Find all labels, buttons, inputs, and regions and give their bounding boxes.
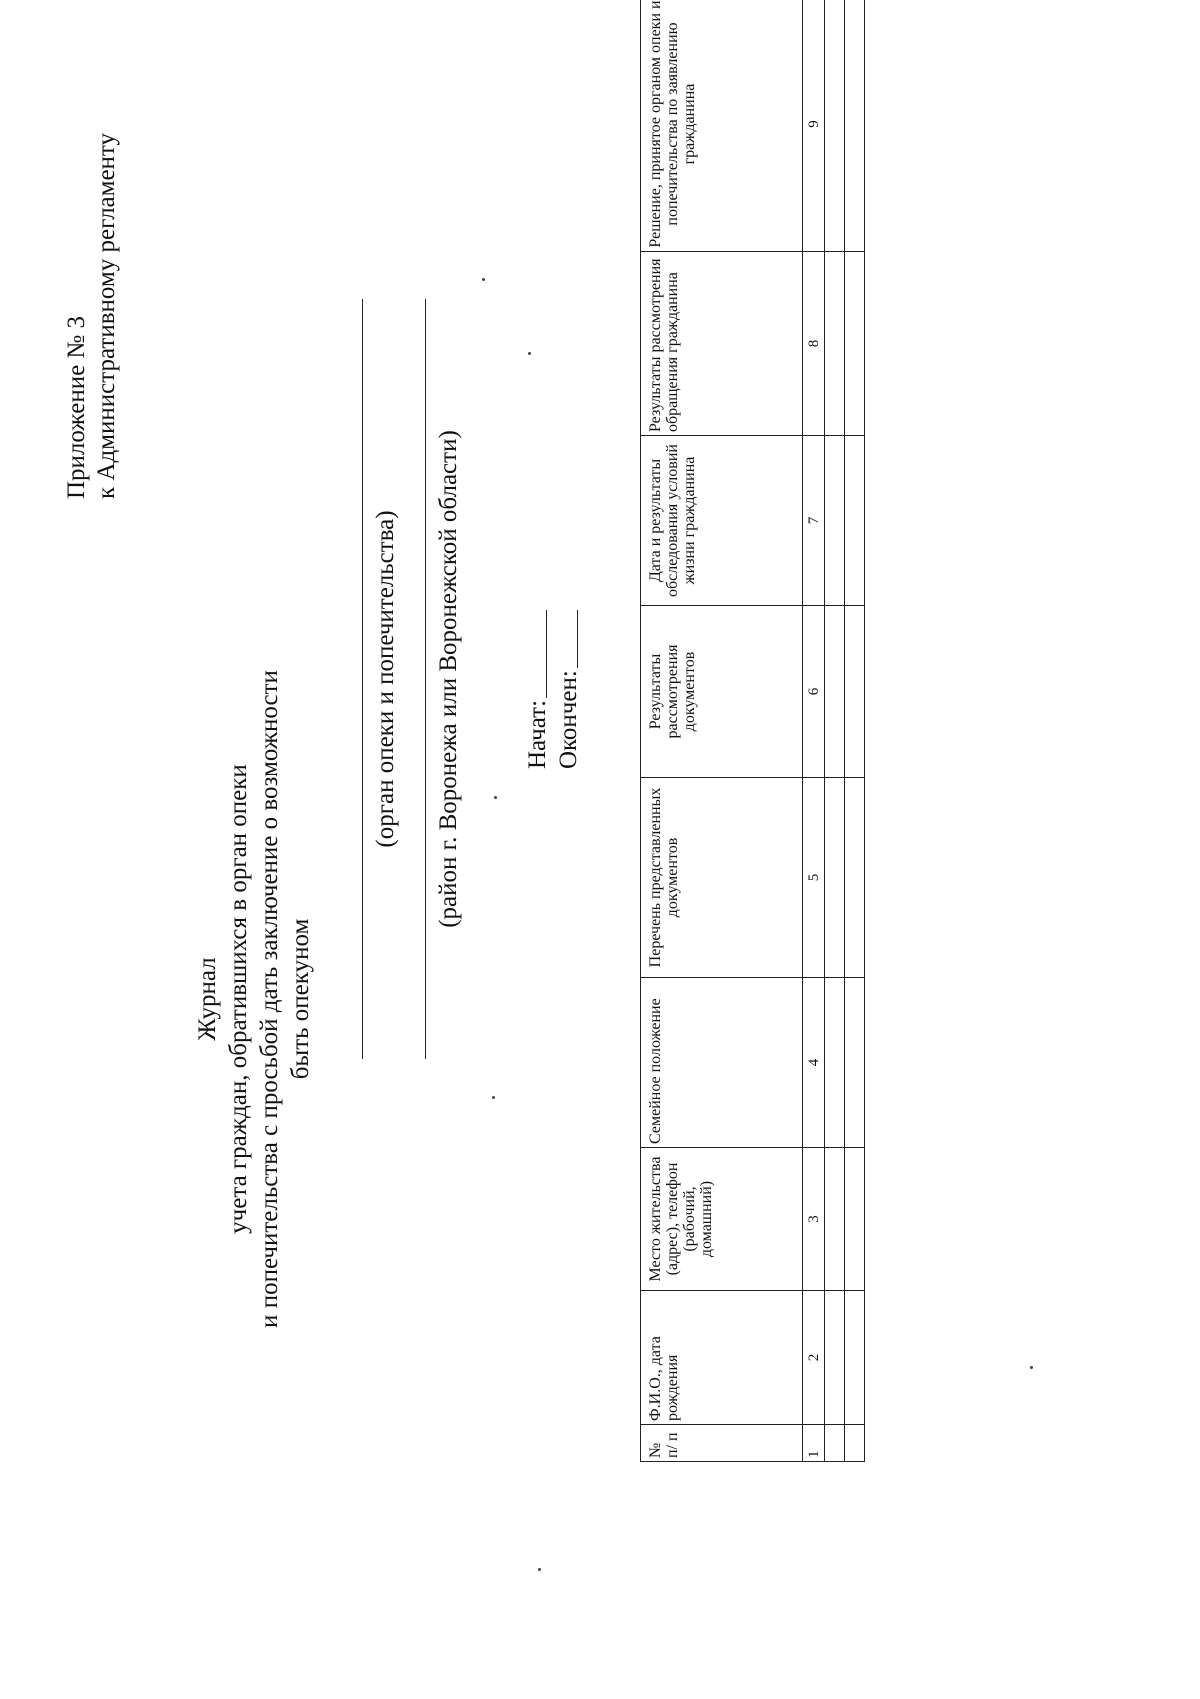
column-number: 4 bbox=[803, 978, 825, 1148]
table-cell bbox=[845, 436, 865, 606]
column-number: 9 bbox=[803, 0, 825, 252]
header-cell: Ф.И.О., дата рождения bbox=[641, 1291, 803, 1425]
authority-caption: (орган опеки и попечительства) bbox=[372, 510, 399, 848]
table-cell bbox=[825, 1291, 845, 1425]
title-line: Журнал bbox=[194, 957, 221, 1041]
finished-label: Окончен: bbox=[555, 670, 582, 769]
table-cell bbox=[845, 1291, 865, 1425]
table-cell bbox=[825, 1425, 845, 1462]
table-cell bbox=[845, 1148, 865, 1291]
header-cell: Результаты рассмотрения обращения гражданина bbox=[641, 252, 803, 436]
table-cell bbox=[825, 778, 845, 978]
district-caption: (район г. Воронежа или Воронежской области) bbox=[435, 430, 462, 928]
scan-speck bbox=[482, 278, 485, 281]
table-row bbox=[845, 0, 865, 1462]
started-fill-line bbox=[546, 610, 547, 698]
finished-row bbox=[553, 569, 584, 769]
table-row bbox=[825, 0, 845, 1462]
header-cell: Дата и результаты обследования условий жизни гражданина bbox=[641, 436, 803, 606]
title-line: и попечительства с просьбой дать заключение о возможности bbox=[256, 670, 283, 1328]
appendix-reference: к Административному регламенту bbox=[93, 132, 120, 499]
header-cell: № п/ п bbox=[641, 1425, 803, 1462]
scan-speck bbox=[1030, 1366, 1033, 1369]
table-cell bbox=[825, 1148, 845, 1291]
scan-speck bbox=[494, 796, 497, 799]
scan-speck bbox=[492, 1096, 495, 1099]
column-number: 1 bbox=[803, 1425, 825, 1462]
table-cell bbox=[845, 252, 865, 436]
appendix-number: Приложение № 3 bbox=[63, 315, 90, 499]
scan-speck bbox=[528, 352, 531, 355]
district-fill-line bbox=[425, 299, 426, 1059]
column-number-row bbox=[803, 0, 825, 1462]
column-number: 5 bbox=[803, 778, 825, 978]
table-cell bbox=[845, 778, 865, 978]
table-cell bbox=[845, 1425, 865, 1462]
authority-fill-line bbox=[362, 299, 363, 1059]
table-cell bbox=[845, 606, 865, 778]
journal-table bbox=[640, 0, 865, 1462]
table-cell bbox=[845, 978, 865, 1148]
header-cell: Результаты рассмотрения документов bbox=[641, 606, 803, 778]
title-line: быть опекуном bbox=[287, 918, 314, 1080]
journal-title bbox=[192, 499, 316, 1499]
table-cell bbox=[825, 252, 845, 436]
table-cell bbox=[825, 978, 845, 1148]
column-number: 3 bbox=[803, 1148, 825, 1291]
started-label: Начат: bbox=[524, 699, 551, 769]
table-cell bbox=[825, 606, 845, 778]
journal-dates bbox=[522, 569, 584, 769]
scan-speck bbox=[538, 1568, 541, 1571]
header-cell: Место жительства (адрес), телефон (рабочий, домашний) bbox=[641, 1148, 803, 1291]
column-number: 2 bbox=[803, 1291, 825, 1425]
started-row bbox=[522, 569, 553, 769]
column-number: 8 bbox=[803, 252, 825, 436]
header-cell: Решение, принятое органом опеки и попечительства по заявлению гражданина bbox=[641, 0, 803, 252]
column-number: 7 bbox=[803, 436, 825, 606]
header-cell: Перечень представленных документов bbox=[641, 778, 803, 978]
header-cell: Семейное положение bbox=[641, 978, 803, 1148]
table-cell bbox=[825, 436, 845, 606]
title-line: учета граждан, обратившихся в орган опеки bbox=[225, 764, 252, 1234]
column-number: 6 bbox=[803, 606, 825, 778]
appendix-heading bbox=[62, 79, 122, 499]
table-cell bbox=[845, 0, 865, 252]
header-row bbox=[641, 0, 803, 1462]
table-cell bbox=[825, 0, 845, 252]
finished-fill-line bbox=[577, 610, 578, 668]
authority-blank-block bbox=[362, 299, 464, 1059]
